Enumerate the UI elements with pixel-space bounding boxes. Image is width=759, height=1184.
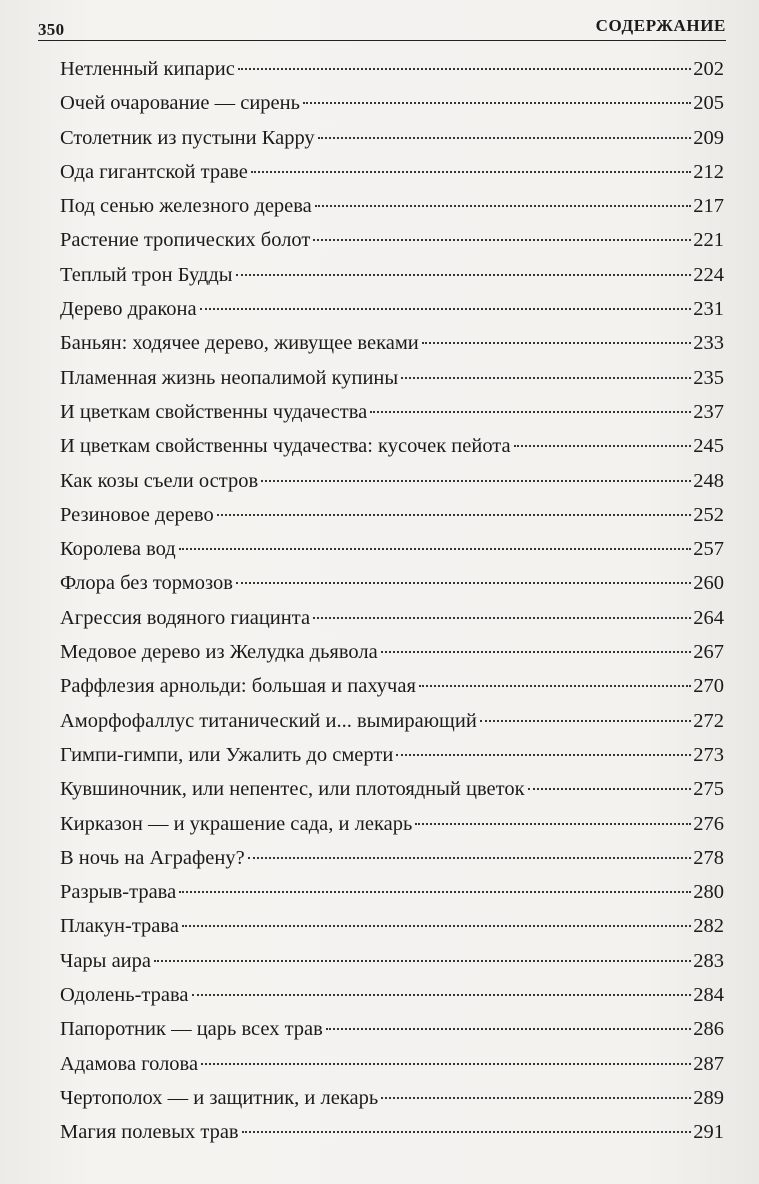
toc-entry-title: Нетленный кипарис <box>60 58 235 80</box>
dot-leader <box>422 342 691 344</box>
dot-leader <box>313 239 691 241</box>
toc-entry-page: 221 <box>693 229 724 252</box>
toc-entry-page: 212 <box>693 160 724 183</box>
toc-entry-title: Как козы съели остров <box>60 469 259 492</box>
toc-entry <box>60 572 724 606</box>
toc-entry-page: 276 <box>693 812 724 835</box>
toc-entry-title: Королева вод <box>60 538 176 561</box>
toc-entry-page: 252 <box>693 503 724 526</box>
running-head <box>38 14 726 41</box>
toc-entry <box>60 641 724 675</box>
toc-entry-page: 284 <box>693 984 724 1007</box>
dot-leader <box>514 445 692 447</box>
toc-entry-title: Теплый трон Будды <box>60 263 233 286</box>
toc-entry-title: Адамова голова <box>60 1052 199 1075</box>
toc-entry <box>60 332 724 366</box>
toc-entry-page: 278 <box>693 846 724 869</box>
toc-entry <box>60 298 724 332</box>
toc-entry-page: 237 <box>693 400 724 423</box>
toc-entry-page: 283 <box>693 949 724 972</box>
toc-entry <box>60 1018 724 1052</box>
dot-leader <box>326 1028 691 1030</box>
dot-leader <box>238 68 691 70</box>
toc-entry-page: 282 <box>693 915 724 938</box>
toc-entry <box>60 778 724 812</box>
toc-entry-page: 224 <box>693 263 724 286</box>
toc-entry-title: Растение тропических болот <box>60 229 311 252</box>
toc-entry-page: 275 <box>693 778 724 801</box>
dot-leader <box>217 514 692 516</box>
dot-leader <box>415 823 691 825</box>
toc-entry <box>60 264 724 298</box>
toc-entry-title: Магия полевых трав <box>60 1121 239 1144</box>
toc-entry-title: Баньян: ходячее дерево, живущее веками <box>60 332 419 355</box>
toc-entry <box>60 367 724 401</box>
toc-entry-title: Одолень-трава <box>60 984 189 1007</box>
dot-leader <box>248 857 692 859</box>
toc-entry <box>60 229 724 263</box>
toc-entry-page: 245 <box>693 435 724 458</box>
toc-entry-title: В ночь на Аграфену? <box>60 846 245 869</box>
toc-entry-page: 289 <box>693 1086 724 1109</box>
toc-entry <box>60 710 724 744</box>
dot-leader <box>236 274 692 276</box>
dot-leader <box>370 411 691 413</box>
toc-entry-title: Плакун-трава <box>60 915 179 938</box>
toc-entry <box>60 195 724 229</box>
dot-leader <box>182 925 691 927</box>
toc-entry <box>60 813 724 847</box>
toc-entry <box>60 58 724 92</box>
table-of-contents <box>60 58 724 1156</box>
dot-leader <box>200 308 692 310</box>
dot-leader <box>528 788 692 790</box>
toc-entry <box>60 470 724 504</box>
toc-entry-title: Раффлезия арнольди: большая и пахучая <box>60 675 416 698</box>
toc-entry-title: Разрыв-трава <box>60 881 177 904</box>
toc-entry-page: 235 <box>693 366 724 389</box>
dot-leader <box>315 205 691 207</box>
dot-leader <box>480 720 691 722</box>
dot-leader <box>251 171 691 173</box>
toc-entry <box>60 1121 724 1155</box>
toc-entry-title: Чертополох — и защитник, и лекарь <box>60 1086 379 1109</box>
dot-leader <box>419 685 691 687</box>
dot-leader <box>201 1063 691 1065</box>
toc-entry <box>60 881 724 915</box>
toc-entry-title: И цветкам свойственны чудачества: кусочек пейота <box>60 435 511 458</box>
toc-entry <box>60 127 724 161</box>
toc-entry-page: 260 <box>693 572 724 595</box>
toc-entry-title: Кувшиночник, или непентес, или плотоядный цветок <box>60 778 525 801</box>
toc-entry-page: 270 <box>693 675 724 698</box>
toc-entry-title: Под сенью железного дерева <box>60 195 312 218</box>
toc-entry-page: 264 <box>693 606 724 629</box>
dot-leader <box>179 891 691 893</box>
toc-entry <box>60 607 724 641</box>
toc-entry-title: Резиновое дерево <box>60 503 214 526</box>
dot-leader <box>261 480 691 482</box>
toc-entry-page: 231 <box>693 298 724 321</box>
toc-entry <box>60 1053 724 1087</box>
toc-entry-title: Чары аира <box>60 949 151 972</box>
toc-entry-page: 286 <box>693 1018 724 1041</box>
toc-entry <box>60 675 724 709</box>
toc-entry <box>60 435 724 469</box>
toc-entry-title: Ода гигантской траве <box>60 160 248 183</box>
toc-entry-title: Аморфофаллус титанический и... вымирающий <box>60 709 477 732</box>
toc-entry-page: 248 <box>693 469 724 492</box>
toc-entry <box>60 847 724 881</box>
toc-entry-title: Медовое дерево из Желудка дьявола <box>60 641 378 664</box>
toc-entry <box>60 504 724 538</box>
dot-leader <box>396 754 691 756</box>
page-number: 350 <box>38 20 65 39</box>
section-title: СОДЕРЖАНИЕ <box>595 16 726 35</box>
toc-entry-page: 280 <box>693 881 724 904</box>
dot-leader <box>381 651 692 653</box>
toc-entry-page: 202 <box>693 58 724 80</box>
toc-entry-page: 209 <box>693 126 724 149</box>
dot-leader <box>303 102 691 104</box>
toc-entry-page: 217 <box>693 195 724 218</box>
dot-leader <box>179 548 692 550</box>
toc-entry-page: 272 <box>693 709 724 732</box>
toc-entry <box>60 915 724 949</box>
toc-entry-title: Гимпи-гимпи, или Ужалить до смерти <box>60 743 394 766</box>
toc-entry-page: 291 <box>693 1121 724 1144</box>
toc-entry-page: 257 <box>693 538 724 561</box>
toc-entry-title: Пламенная жизнь неопалимой купины <box>60 366 399 389</box>
toc-entry <box>60 538 724 572</box>
toc-entry-title: Столетник из пустыни Карру <box>60 126 315 149</box>
toc-entry-page: 273 <box>693 743 724 766</box>
dot-leader <box>236 582 691 584</box>
toc-entry-title: Флора без тормозов <box>60 572 233 595</box>
toc-entry <box>60 950 724 984</box>
toc-entry-page: 233 <box>693 332 724 355</box>
toc-entry-title: Агрессия водяного гиацинта <box>60 606 311 629</box>
dot-leader <box>381 1097 691 1099</box>
toc-entry <box>60 744 724 778</box>
toc-entry <box>60 1087 724 1121</box>
toc-entry <box>60 92 724 126</box>
toc-entry <box>60 984 724 1018</box>
dot-leader <box>318 137 692 139</box>
dot-leader <box>313 617 691 619</box>
toc-entry-title: Очей очарование — сирень <box>60 92 300 115</box>
dot-leader <box>192 994 692 996</box>
toc-entry-page: 267 <box>693 641 724 664</box>
dot-leader <box>154 960 691 962</box>
toc-entry-title: Дерево дракона <box>60 298 197 321</box>
toc-entry-title: Папоротник — царь всех трав <box>60 1018 323 1041</box>
toc-entry <box>60 161 724 195</box>
dot-leader <box>242 1131 692 1133</box>
toc-entry-page: 205 <box>693 92 724 115</box>
toc-entry-title: Кирказон — и украшение сада, и лекарь <box>60 812 413 835</box>
dot-leader <box>401 377 691 379</box>
toc-entry-title: И цветкам свойственны чудачества <box>60 400 368 423</box>
toc-entry <box>60 401 724 435</box>
toc-entry-page: 287 <box>693 1052 724 1075</box>
